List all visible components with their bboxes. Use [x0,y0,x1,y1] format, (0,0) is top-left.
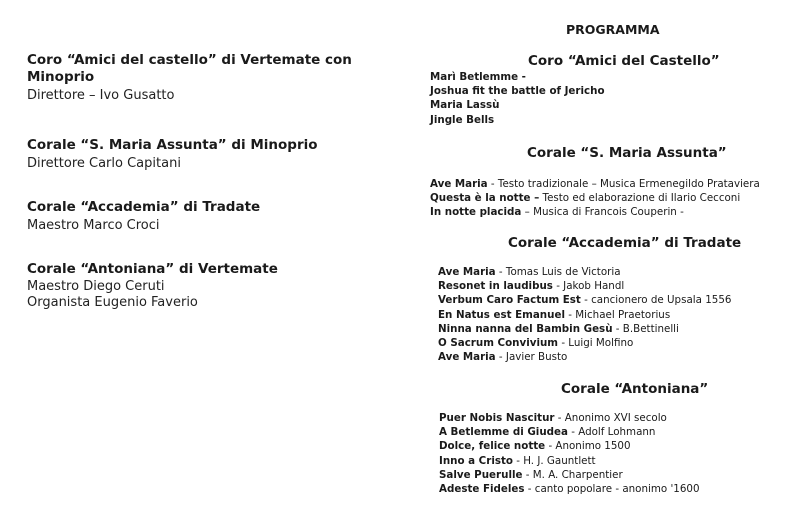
choir-director: Maestro Diego Ceruti [27,279,165,294]
list-item: Questa è la notte – Testo ed elaborazione di Ilario Cecconi [430,192,741,205]
list-item: Verbum Caro Factum Est - cancionero de Upsala 1556 [438,294,732,307]
list-item: Dolce, felice notte - Anonimo 1500 [439,440,631,453]
choir-director: Direttore – Ivo Gusatto [27,88,175,103]
choir-director: Direttore Carlo Capitani [27,156,181,171]
list-item: En Natus est Emanuel - Michael Praetorius [438,308,671,321]
list-item: Ave Maria - Tomas Luis de Victoria [438,266,621,278]
choir-director: Maestro Marco Croci [27,218,160,233]
list-item: Joshua fit the battle of Jericho [430,85,605,98]
choir-entry-accademia [27,199,260,234]
section-heading-amici-del-castello: Coro “Amici del Castello” [528,53,720,69]
program-title: PROGRAMMA [566,22,660,37]
list-item: Marì Betlemme - [430,71,526,83]
piece-list [439,411,700,496]
list-item: Jingle Bells [430,113,495,126]
list-item: Adeste Fideles - canto popolare - anonimo '1600 [439,483,700,496]
list-item: Ave Maria - Javier Busto [438,351,568,364]
section-heading-accademia: Corale “Accademia” di Tradate [508,235,742,251]
list-item: Salve Puerulle - M. A. Charpentier [439,468,623,481]
choir-entry-amici-del-castello [27,52,352,104]
piece-list [430,70,605,127]
list-item: Puer Nobis Nascitur - Anonimo XVI secolo [439,412,667,424]
list-item: Inno a Cristo - H. J. Gauntlett [439,454,596,467]
section-heading-santa-maria-assunta: Corale “S. Maria Assunta” [527,145,727,161]
section-heading-antoniana: Corale “Antoniana” [561,381,709,397]
piece-list [438,265,731,364]
choir-entry-antoniana [27,261,278,311]
piece-list [430,177,760,220]
choir-name: Minoprio [27,69,95,85]
list-item: O Sacrum Convivium - Luigi Molfino [438,337,634,350]
choir-name: Corale “S. Maria Assunta” di Minoprio [27,137,318,153]
choir-organist: Organista Eugenio Faverio [27,295,198,310]
list-item: Ave Maria - Testo tradizionale – Musica Ermenegildo Prataviera [430,178,760,190]
list-item: A Betlemme di Giudea - Adolf Lohmann [439,426,656,439]
list-item: Ninna nanna del Bambin Gesù - B.Bettinelli [438,322,679,335]
choir-name: Coro “Amici del castello” di Vertemate con [27,52,352,68]
list-item: In notte placida – Musica di Francois Couperin - [430,206,684,219]
list-item: Resonet in laudibus - Jakob Handl [438,280,625,293]
choir-entry-santa-maria-assunta [27,137,318,172]
choir-name: Corale “Antoniana” di Vertemate [27,261,278,277]
list-item: Maria Lassù [430,99,500,112]
choir-name: Corale “Accademia” di Tradate [27,199,261,215]
